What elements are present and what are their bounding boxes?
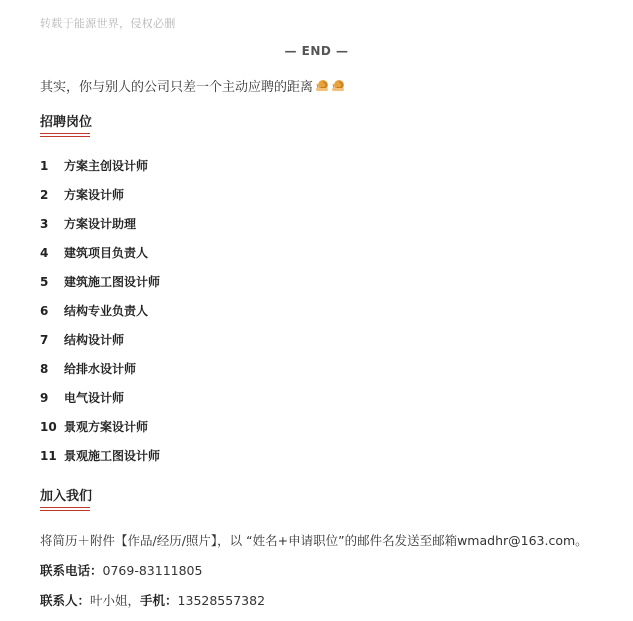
job-title: 景观方案设计师 (64, 420, 149, 434)
contact-label: 联系人： (40, 593, 91, 608)
end-marker: — END — (284, 44, 349, 58)
snail-icon (331, 79, 345, 92)
contact-name: 叶小姐， (90, 593, 141, 608)
job-position-item (40, 388, 160, 417)
recruitment-title-underline (40, 133, 90, 137)
job-position-item (40, 446, 160, 475)
job-title: 结构专业负责人 (64, 304, 149, 318)
job-position-item (40, 185, 160, 214)
job-position-item (40, 156, 160, 185)
recruitment-section-title: 招聘岗位 (40, 115, 93, 130)
job-title: 方案主创设计师 (64, 159, 149, 173)
job-number: 2 (40, 188, 49, 202)
job-title: 景观施工图设计师 (64, 449, 161, 463)
job-position-list (40, 156, 160, 475)
application-instructions: 将简历＋附件【作品/经历/照片】，以 “姓名+申请职位”的邮件名发送至邮箱wmadhr@163.com。 (40, 533, 588, 548)
job-position-item (40, 417, 160, 446)
job-title: 给排水设计师 (64, 362, 137, 376)
job-number: 10 (40, 420, 57, 434)
job-position-item (40, 301, 160, 330)
phone-value: 0769-83111805 (102, 563, 203, 578)
job-title: 结构设计师 (64, 333, 125, 347)
mobile-label: 手机： (140, 593, 178, 608)
job-number: 8 (40, 362, 49, 376)
job-position-item (40, 330, 160, 359)
job-position-item (40, 272, 160, 301)
job-title: 建筑项目负责人 (64, 246, 149, 260)
intro-text: 其实，你与别人的公司只差一个主动应聘的距离 (40, 80, 314, 95)
job-number: 1 (40, 159, 49, 173)
job-number: 11 (40, 449, 57, 463)
job-title: 方案设计师 (64, 188, 125, 202)
mobile-value: 13528557382 (177, 593, 266, 608)
job-position-item (40, 214, 160, 243)
job-number: 9 (40, 391, 49, 405)
join-title-underline (40, 507, 90, 511)
repost-note: 转载于能源世界，侵权必删 (40, 17, 176, 30)
job-title: 电气设计师 (64, 391, 125, 405)
job-number: 5 (40, 275, 49, 289)
job-number: 4 (40, 246, 49, 260)
intro-line (40, 76, 345, 95)
job-title: 方案设计助理 (64, 217, 137, 231)
job-number: 6 (40, 304, 49, 318)
snail-icon (315, 79, 329, 92)
contact-line (40, 591, 265, 609)
phone-line (40, 561, 202, 579)
job-position-item (40, 359, 160, 388)
job-number: 7 (40, 333, 49, 347)
job-number: 3 (40, 217, 49, 231)
join-section-title: 加入我们 (40, 489, 93, 504)
job-title: 建筑施工图设计师 (64, 275, 161, 289)
phone-label: 联系电话： (40, 563, 103, 578)
job-position-item (40, 243, 160, 272)
